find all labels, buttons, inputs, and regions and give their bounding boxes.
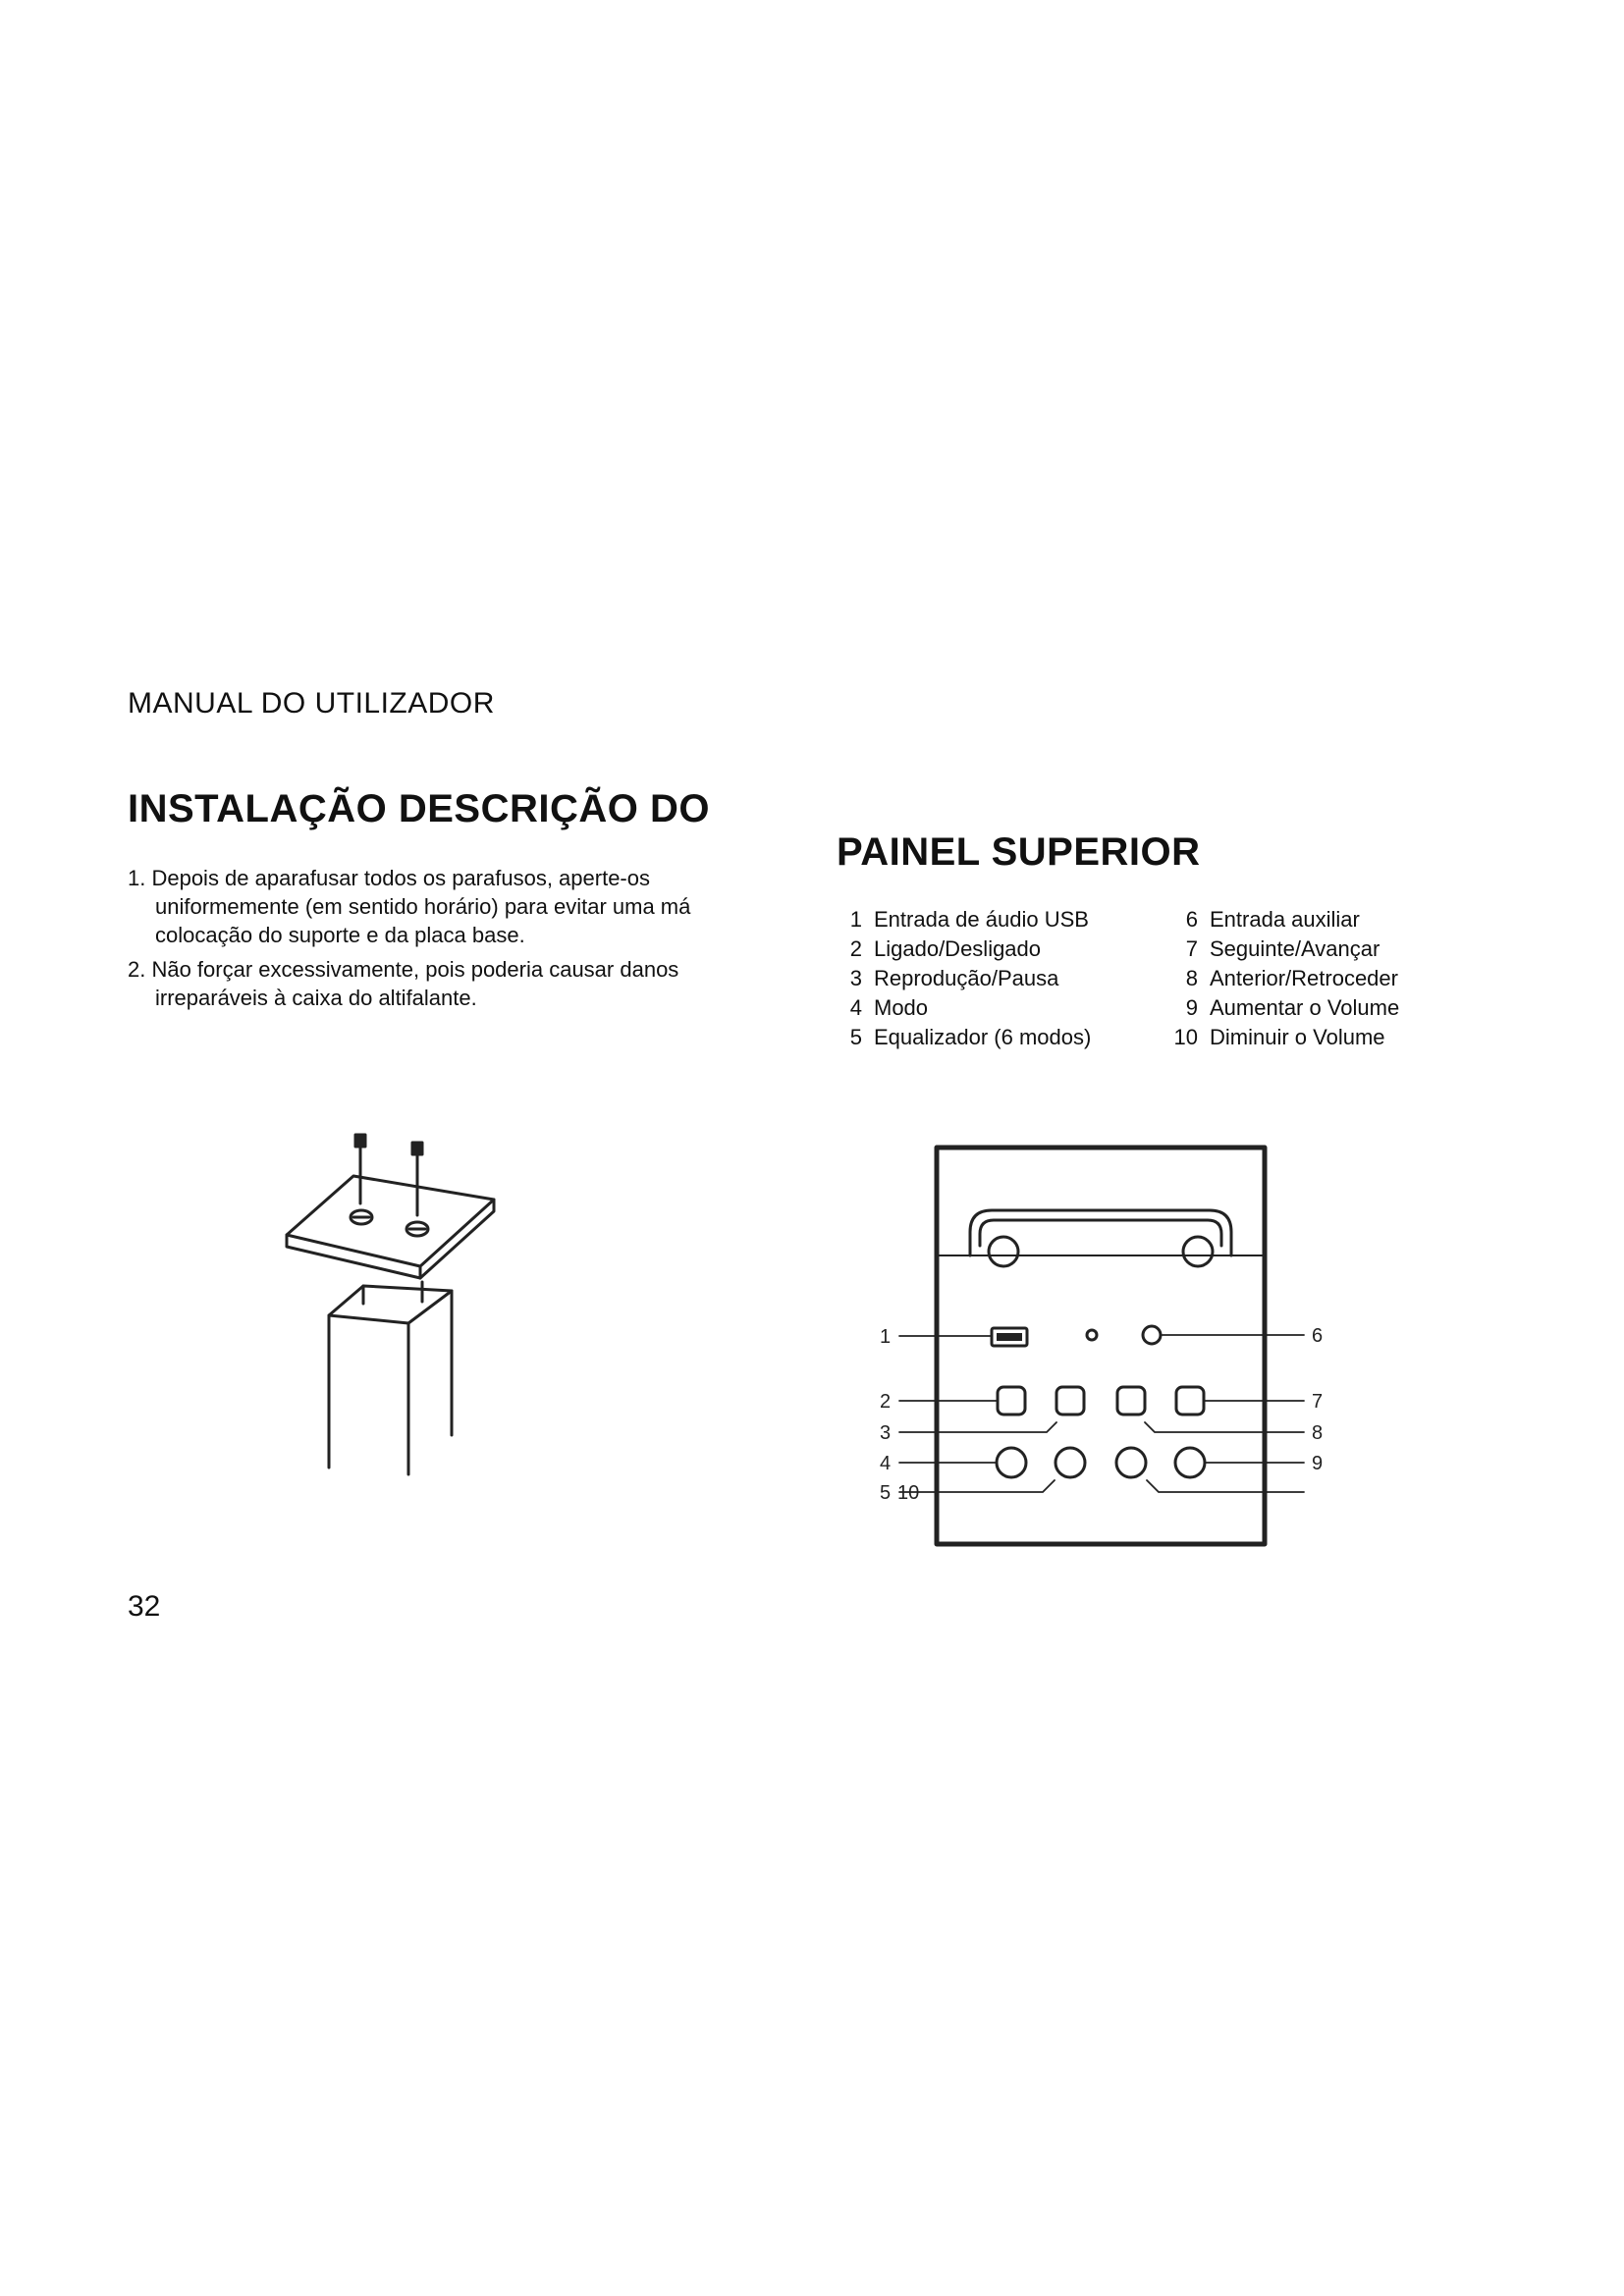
callout-label: 4 bbox=[880, 1453, 892, 1474]
legend-number: 5 bbox=[849, 1025, 862, 1049]
panel-outline bbox=[937, 1148, 1265, 1544]
legend-item bbox=[1168, 905, 1399, 934]
legend-label: Modo bbox=[874, 995, 929, 1020]
callout-label: 3 bbox=[880, 1422, 892, 1444]
mode-button-icon bbox=[997, 1448, 1026, 1477]
screw-icon bbox=[412, 1143, 422, 1215]
base-plate bbox=[287, 1176, 494, 1278]
running-header: MANUAL DO UTILIZADOR bbox=[128, 687, 495, 720]
installation-illustration bbox=[265, 1129, 511, 1482]
legend-number: 10 bbox=[1173, 1025, 1198, 1049]
installation-step: 1. Depois de aparafusar todos os parafusos, aperte-os uniformemente (em sentido horário) para evitar uma má colocação do suporte e da placa base. bbox=[128, 866, 691, 947]
legend-column-right bbox=[1168, 905, 1399, 1052]
legend-item bbox=[1168, 964, 1399, 993]
legend-number: 4 bbox=[849, 995, 862, 1020]
legend-item bbox=[833, 993, 1091, 1023]
legend-number: 8 bbox=[1185, 966, 1198, 990]
legend-label: Aumentar o Volume bbox=[1210, 995, 1400, 1020]
screw-icon bbox=[355, 1135, 365, 1203]
installation-steps bbox=[128, 864, 756, 1018]
legend-number: 1 bbox=[849, 907, 862, 932]
callout-label: 8 bbox=[1312, 1422, 1324, 1444]
page-number: 32 bbox=[128, 1590, 161, 1623]
legend-label: Entrada auxiliar bbox=[1210, 907, 1360, 932]
usb-port-slot bbox=[997, 1333, 1022, 1341]
volume-down-button-icon bbox=[1116, 1448, 1146, 1477]
legend-number: 6 bbox=[1185, 907, 1198, 932]
carry-handle bbox=[937, 1210, 1265, 1266]
legend-item bbox=[1168, 993, 1399, 1023]
previous-button-icon bbox=[1117, 1387, 1145, 1415]
callout-label: 5 bbox=[880, 1482, 892, 1504]
legend-number: 7 bbox=[1185, 936, 1198, 961]
legend-label: Equalizador (6 modos) bbox=[874, 1025, 1092, 1049]
power-button-icon bbox=[998, 1387, 1025, 1415]
callout-label: 6 bbox=[1312, 1325, 1324, 1347]
play-pause-button-icon bbox=[1056, 1387, 1084, 1415]
next-button-icon bbox=[1176, 1387, 1204, 1415]
legend-label: Ligado/Desligado bbox=[874, 936, 1042, 961]
indicator-led-icon bbox=[1087, 1330, 1097, 1340]
legend-label: Anterior/Retroceder bbox=[1210, 966, 1398, 990]
aux-input-icon bbox=[1143, 1326, 1161, 1344]
legend-label: Reprodução/Pausa bbox=[874, 966, 1059, 990]
section-heading-installation: INSTALAÇÃO DESCRIÇÃO DO bbox=[128, 787, 710, 830]
legend-label: Diminuir o Volume bbox=[1210, 1025, 1385, 1049]
legend-column-left bbox=[833, 905, 1091, 1052]
callout-label: 1 bbox=[880, 1326, 892, 1348]
callout-label: 10 bbox=[897, 1482, 920, 1504]
legend-item bbox=[833, 964, 1091, 993]
callout-label: 2 bbox=[880, 1391, 892, 1413]
legend-label: Entrada de áudio USB bbox=[874, 907, 1089, 932]
callout-label: 9 bbox=[1312, 1453, 1324, 1474]
section-heading-top-panel: PAINEL SUPERIOR bbox=[837, 830, 1201, 874]
legend-number: 3 bbox=[849, 966, 862, 990]
legend-item bbox=[833, 1023, 1091, 1052]
callout-label: 7 bbox=[1312, 1391, 1324, 1413]
equalizer-button-icon bbox=[1056, 1448, 1085, 1477]
top-panel-diagram bbox=[874, 1144, 1345, 1556]
legend-item bbox=[1168, 934, 1399, 964]
installation-step: 2. Não forçar excessivamente, pois poderia causar danos irreparáveis à caixa do altifalante. bbox=[128, 957, 679, 1010]
legend-label: Seguinte/Avançar bbox=[1210, 936, 1380, 961]
callout-lines bbox=[899, 1335, 1304, 1492]
legend-item bbox=[833, 934, 1091, 964]
legend-number: 2 bbox=[849, 936, 862, 961]
legend-item bbox=[833, 905, 1091, 934]
volume-up-button-icon bbox=[1175, 1448, 1205, 1477]
legend-item bbox=[1168, 1023, 1399, 1052]
legend-number: 9 bbox=[1185, 995, 1198, 1020]
speaker-post bbox=[329, 1282, 452, 1474]
